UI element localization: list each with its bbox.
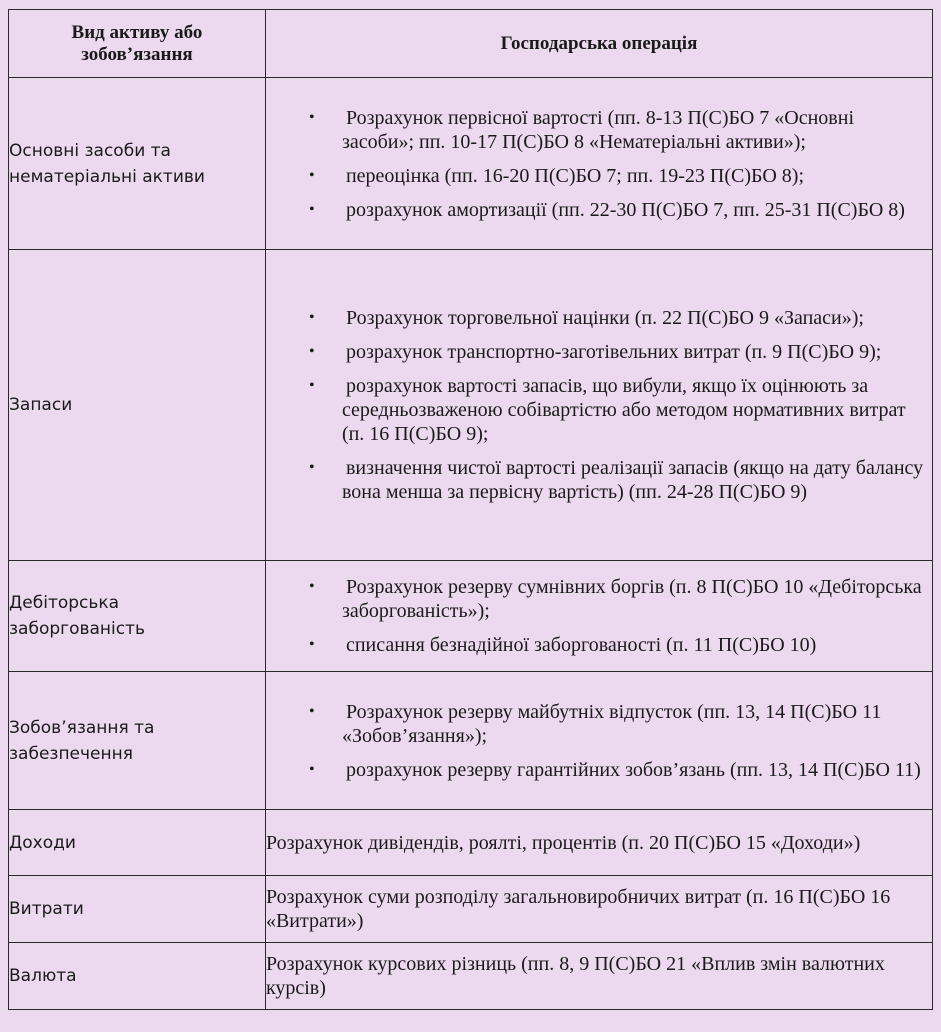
bullet-icon: • <box>308 636 315 653</box>
operations-cell <box>265 250 932 561</box>
header-asset-type: Вид активу або зобов’язання <box>9 10 266 78</box>
operations-cell <box>265 561 932 672</box>
table-row <box>9 672 933 810</box>
bullet-icon: • <box>308 108 315 126</box>
table-row <box>9 876 933 943</box>
table-row <box>9 943 933 1010</box>
category-cell: Витрати <box>9 876 266 943</box>
operations-cell: Розрахунок суми розподілу загальновиробничих витрат (п. 16 П(С)БО 16 «Витрати») <box>265 876 932 943</box>
bullet-icon: • <box>308 200 315 218</box>
operations-cell: Розрахунок курсових різниць (пп. 8, 9 П(С)БО 21 «Вплив змін валютних курсів) <box>265 943 932 1010</box>
operations-cell: Розрахунок дивідендів, роялті, процентів (п. 20 П(С)БО 15 «Доходи») <box>265 810 932 876</box>
operations-cell <box>265 78 932 250</box>
bullet-icon: • <box>308 760 315 778</box>
list-item: • визначення чистої вартості реалізації запасів (якщо на дату балансу вона менша за первісну вартість) (пп. 24-28 П(С)БО 9) <box>308 457 924 503</box>
bullet-icon: • <box>308 309 315 326</box>
list-item: • Розрахунок торговельної націнки (п. 22 П(С)БО 9 «Запаси»); <box>308 307 864 329</box>
list-item: • розрахунок амортизації (пп. 22-30 П(С)БО 7, пп. 25-31 П(С)БО 8) <box>308 198 905 221</box>
list-item: • розрахунок вартості запасів, що вибули, якщо їх оцінюють за середньозваженою собівартістю або методом нормативних витрат (п. 16 П(С)БО 9); <box>308 375 906 445</box>
category-cell: Основні засоби та нематеріальні активи <box>9 78 266 250</box>
table-row <box>9 810 933 876</box>
operations-list <box>266 567 932 665</box>
table-row <box>9 561 933 672</box>
bullet-icon: • <box>308 166 315 184</box>
bullet-icon: • <box>308 702 315 720</box>
list-item: • переоцінка (пп. 16-20 П(С)БО 7; пп. 19-23 П(С)БО 8); <box>308 164 805 187</box>
operations-table <box>8 9 933 1010</box>
category-cell: Доходи <box>9 810 266 876</box>
category-cell: Запаси <box>9 250 266 561</box>
list-item: • розрахунок транспортно-заготівельних витрат (п. 9 П(С)БО 9); <box>308 341 882 363</box>
list-item: • списання безнадійної заборгованості (п. 11 П(С)БО 10) <box>308 634 817 656</box>
bullet-icon: • <box>308 578 315 595</box>
category-cell: Зобов’язання та забезпечення <box>9 672 266 810</box>
operations-list <box>266 298 932 512</box>
list-item: • Розрахунок первісної вартості (пп. 8-13 П(С)БО 7 «Основні засоби»; пп. 10-17 П(С)БО 8 «Нематеріальні активи»); <box>308 106 855 153</box>
list-item: • Розрахунок резерву сумнівних боргів (п. 8 П(С)БО 10 «Дебіторська заборгованість»); <box>308 576 922 622</box>
category-cell: Дебіторська заборгованість <box>9 561 266 672</box>
list-item: • розрахунок резерву гарантійних зобов’язань (пп. 13, 14 П(С)БО 11) <box>308 758 921 781</box>
operations-list <box>266 98 932 230</box>
operations-list <box>266 692 932 790</box>
table-row <box>9 250 933 561</box>
bullet-icon: • <box>308 459 315 476</box>
bullet-icon: • <box>308 377 315 394</box>
table-header-row <box>9 10 933 78</box>
category-cell: Валюта <box>9 943 266 1010</box>
table-row <box>9 78 933 250</box>
bullet-icon: • <box>308 343 315 360</box>
operations-cell <box>265 672 932 810</box>
list-item: • Розрахунок резерву майбутніх відпусток (пп. 13, 14 П(С)БО 11 «Зобов’язання»); <box>308 700 882 747</box>
header-operation: Господарська операція <box>265 10 932 78</box>
